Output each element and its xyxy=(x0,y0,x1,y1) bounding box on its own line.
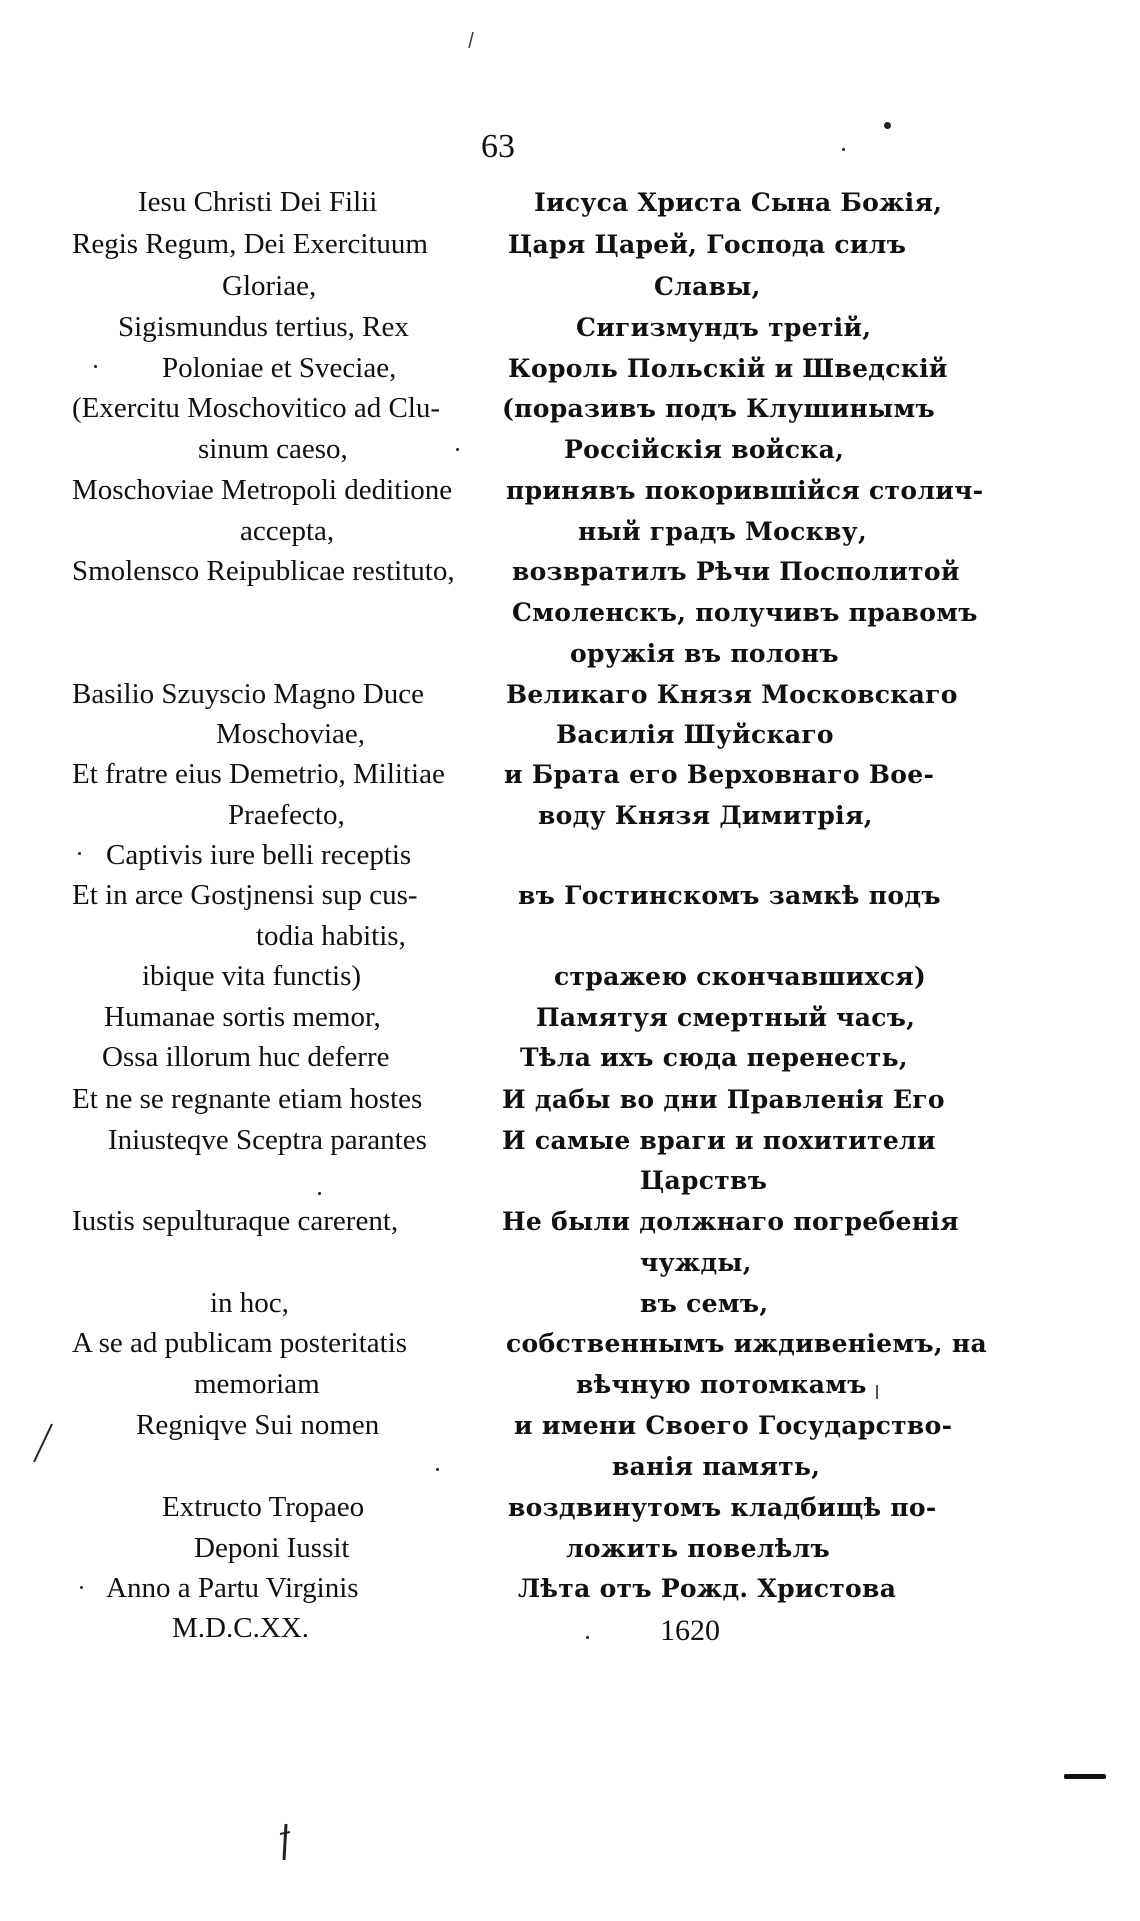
russian-line: вѣчную потомкамъ xyxy=(576,1370,867,1399)
scan-stroke xyxy=(466,30,476,52)
russian-line: воду Князя Димитрiя, xyxy=(538,801,873,830)
latin-line: A se ad publicam posteritatis xyxy=(72,1327,408,1359)
russian-line: въ семъ, xyxy=(640,1289,769,1318)
russian-line: И дабы во дни Правленiя Его xyxy=(502,1085,945,1114)
latin-line: Moschoviae Metropoli deditione xyxy=(72,474,453,506)
russian-line: Не были должнаго погребенiя xyxy=(502,1207,959,1236)
scan-speck xyxy=(78,852,81,855)
latin-line: Extructo Tropaeo xyxy=(162,1491,365,1523)
latin-line: ibique vita functis) xyxy=(142,960,362,992)
latin-line: memoriam xyxy=(194,1368,320,1400)
latin-line: (Exercitu Moschovitico ad Clu- xyxy=(72,392,441,424)
russian-line: оружiя въ полонъ xyxy=(570,639,839,668)
russian-line: Царствъ xyxy=(640,1166,768,1195)
latin-line: Basilio Szuyscio Magno Duce xyxy=(72,678,424,710)
scan-stroke xyxy=(30,1420,56,1466)
latin-line: todia habitis, xyxy=(256,920,406,952)
latin-line: Regniqve Sui nomen xyxy=(136,1409,380,1441)
scan-stroke xyxy=(276,1820,294,1864)
latin-line: Iniusteqve Sceptra parantes xyxy=(108,1124,427,1156)
russian-line: и Брата его Верховнаго Вое- xyxy=(504,760,935,789)
scan-tick xyxy=(876,1385,878,1399)
russian-line: ложить повелѣлъ xyxy=(566,1534,831,1563)
russian-line: И самые враги и похитители xyxy=(502,1126,936,1155)
russian-line: собственнымъ иждивенiемъ, на xyxy=(506,1329,987,1358)
latin-line: Anno a Partu Virginis xyxy=(106,1572,359,1604)
latin-line: Ossa illorum huc deferre xyxy=(102,1041,390,1073)
latin-line: Regis Regum, Dei Exercituum xyxy=(72,228,428,260)
russian-line: Тѣла ихъ сюда перенесть, xyxy=(520,1043,908,1072)
latin-line: Humanae sortis memor, xyxy=(104,1001,381,1033)
scan-speck xyxy=(842,148,845,151)
russian-line: 1620 xyxy=(660,1614,720,1647)
russian-line: Сигизмундъ третiй, xyxy=(576,313,872,342)
latin-line: Moschoviae, xyxy=(216,718,365,750)
latin-line: Captivis iure belli receptis xyxy=(106,839,412,871)
russian-line: воздвинутомъ кладбищѣ по- xyxy=(508,1493,937,1522)
russian-line: Великаго Князя Московскаго xyxy=(506,680,958,709)
russian-line: принявъ покорившiйся столич- xyxy=(506,476,984,505)
scan-speck xyxy=(318,1192,321,1195)
scan-dash xyxy=(1064,1774,1106,1779)
russian-line: Царя Царей, Господа силъ xyxy=(508,230,907,259)
russian-line: Славы, xyxy=(654,272,761,301)
scan-speck xyxy=(436,1468,439,1471)
russian-line: Россiйскiя войска, xyxy=(564,435,845,464)
scan-speck xyxy=(586,1636,589,1639)
russian-line: въ Гостинскомъ замкѣ подъ xyxy=(518,881,941,910)
scan-speck xyxy=(94,365,97,368)
scan-speck xyxy=(456,448,459,451)
russian-line: Iисуса Христа Сына Божiя, xyxy=(534,188,943,217)
latin-line: Et ne se regnante etiam hostes xyxy=(72,1083,423,1115)
russian-line: Василiя Шуйскаго xyxy=(556,720,834,749)
russian-line: и имени Своего Государство- xyxy=(514,1411,953,1440)
latin-line: Poloniae et Sveciae, xyxy=(162,352,397,384)
russian-line: ный градъ Москву, xyxy=(578,517,867,546)
russian-line: Король Польскiй и Шведскiй xyxy=(508,354,948,383)
russian-line: Памятуя смертный часъ, xyxy=(536,1003,916,1032)
russian-line: возвратилъ Рѣчи Посполитой xyxy=(512,557,960,586)
scan-speck xyxy=(80,1586,83,1589)
latin-line: in hoc, xyxy=(210,1287,289,1319)
latin-line: Deponi Iussit xyxy=(194,1532,350,1564)
latin-line: Smolensco Reipublicae restituto, xyxy=(72,555,455,587)
russian-line: Лѣта отъ Рожд. Христова xyxy=(518,1574,897,1603)
russian-line: чужды, xyxy=(640,1248,752,1277)
scan-speck xyxy=(884,122,891,129)
latin-line: M.D.C.XX. xyxy=(172,1612,309,1644)
latin-line: Iustis sepulturaque carerent, xyxy=(72,1205,399,1237)
russian-line: стражею скончавшихся) xyxy=(554,962,927,991)
latin-line: Praefecto, xyxy=(228,799,345,831)
latin-line: Iesu Christi Dei Filii xyxy=(138,186,378,218)
page-number: 63 xyxy=(481,128,515,165)
russian-line: (поразивъ подъ Клушинымъ xyxy=(502,394,935,423)
latin-line: Sigismundus tertius, Rex xyxy=(118,311,409,343)
russian-line: Смоленскъ, получивъ правомъ xyxy=(512,598,978,627)
latin-line: accepta, xyxy=(240,515,335,547)
latin-line: Gloriae, xyxy=(222,270,317,302)
latin-line: Et in arce Gostjnensi sup cus- xyxy=(72,879,418,911)
latin-line: Et fratre eius Demetrio, Militiae xyxy=(72,758,445,790)
russian-line: ванiя память, xyxy=(612,1452,821,1481)
latin-line: sinum caeso, xyxy=(198,433,348,465)
